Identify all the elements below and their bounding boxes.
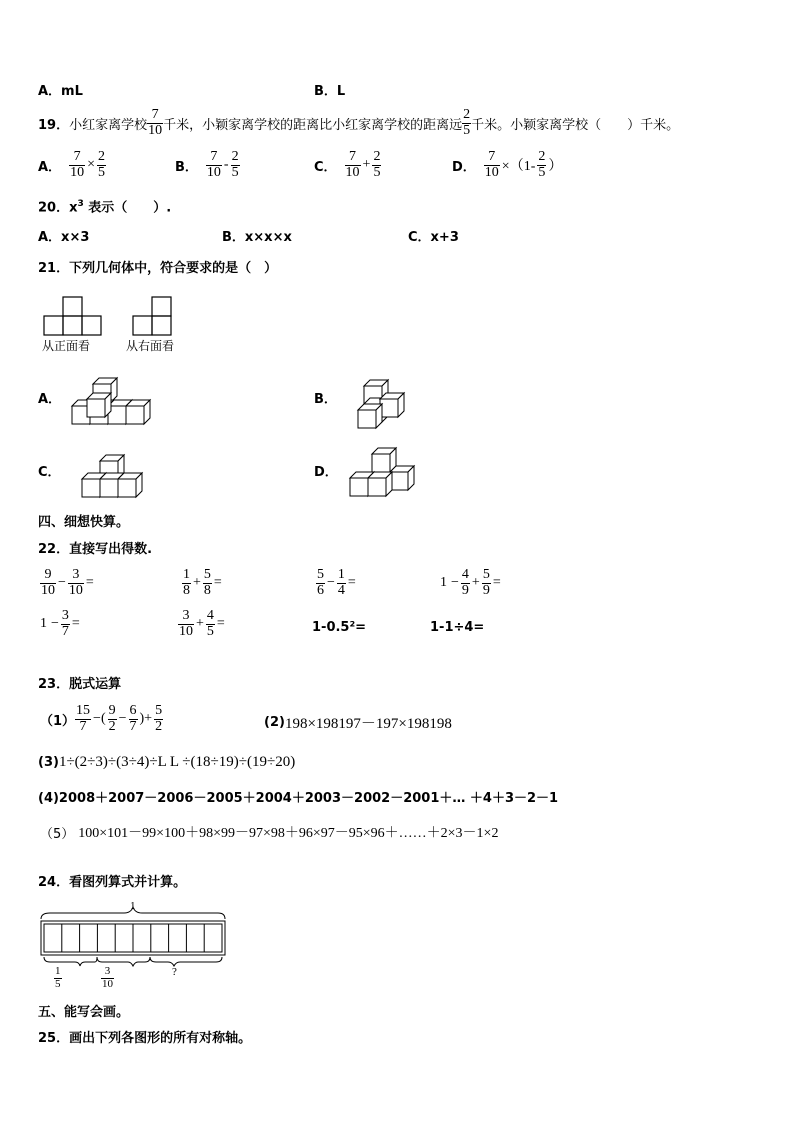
section-5-heading: 五、能写会画。 (38, 1005, 130, 1020)
q19-option-c: C． $\frac{7}{10}$ + $\frac{2}{5}$ (314, 149, 381, 180)
q22-expr-4: 1 − $\frac{4}{9}$ + $\frac{5}{9}$ = (440, 567, 501, 598)
q19-text-2: 千米，小颖家离学校的距离比小红家离学校的距离远 (163, 117, 463, 133)
q19-option-d: D． $\frac{7}{10}$ ×（1- $\frac{2}{5}$ ） (452, 149, 563, 180)
q20-option-a: A．x×3 (38, 230, 90, 245)
q23-part-1: （1） $\frac{15}{7}$ −( $\frac{9}{2}$ − $\frac{6}{7}$ )+ $\frac{5}{2}$ (40, 703, 163, 734)
q24-question: 24．看图列算式并计算。 (38, 875, 187, 890)
q22-expr-2: $\frac{1}{8}$ + $\frac{5}{8}$ = (183, 567, 222, 598)
q21-option-c: C． (38, 465, 61, 480)
front-view-label: 从正面看 (42, 339, 91, 353)
q23-part-5: （5） 100×101－99×100＋98×99－97×98＋96×97－95×96＋……＋2×3－1×2 (40, 826, 499, 842)
q22-expr-5: 1 − $\frac{3}{7}$ = (40, 608, 80, 639)
q19-text-3: 千米。小颖家离学校（ ）千米。 (471, 117, 680, 133)
q20-option-b: B．x×x×x (222, 230, 292, 245)
q23-part-3: (3) 1÷(2÷3)÷(3÷4)÷L L ÷(18÷19)÷(19÷20) (38, 754, 296, 770)
q23-part-2: (2) 198×198197－197×198198 (264, 715, 452, 732)
q19-text-1: 小红家离学校 (69, 117, 148, 133)
q22-expr-6: $\frac{3}{10}$ + $\frac{4}{5}$ = (179, 608, 225, 639)
q18-option-a: A．mL (38, 84, 83, 99)
q24-total-label: 1 (130, 900, 136, 912)
q24-fraction-1-5: $\frac{1}{5}$ (55, 965, 61, 990)
q23-question: 23．脱式运算 (38, 677, 122, 692)
q21-option-b: B． (314, 392, 337, 407)
q22-expr-7: 1-0.5²= (312, 620, 367, 635)
q22-question: 22．直接写出得数. (38, 542, 153, 557)
q21-option-d: D． (314, 465, 338, 480)
q22-expr-1: $\frac{9}{10}$ − $\frac{3}{10}$ = (41, 567, 94, 598)
q23-part-4: (4)2008＋2007－2006－2005＋2004＋2003－2002－2001＋… ＋4＋3－2－1 (38, 791, 559, 806)
q19-option-a: A． $\frac{7}{10}$ × $\frac{2}{5}$ (38, 149, 105, 180)
q19-fraction-7-10: $\frac{7}{10}$ (148, 107, 163, 138)
q18-option-b: B．L (314, 84, 346, 99)
q25-question: 25．画出下列各图形的所有对称轴。 (38, 1031, 252, 1046)
q19-option-b: B． $\frac{7}{10}$ - $\frac{2}{5}$ (175, 149, 239, 180)
q21-question: 21．下列几何体中，符合要求的是（ ） (38, 261, 278, 276)
q19-fraction-2-5: $\frac{2}{5}$ (463, 107, 471, 138)
q22-expr-8: 1-1÷4= (430, 620, 485, 635)
q19-number: 19． (38, 117, 70, 133)
q20-question: 20．$x^3$ 表示（ ）. (38, 199, 172, 216)
q24-unknown-label: ? (172, 966, 177, 978)
q22-expr-3: $\frac{5}{6}$ − $\frac{1}{4}$ = (317, 567, 356, 598)
q20-option-c: C．x+3 (408, 230, 459, 245)
q24-fraction-3-10: $\frac{3}{10}$ (102, 965, 113, 990)
right-view-label: 从右面看 (126, 339, 175, 353)
q21-option-a: A． (38, 392, 62, 407)
section-4-heading: 四、细想快算。 (38, 515, 130, 530)
